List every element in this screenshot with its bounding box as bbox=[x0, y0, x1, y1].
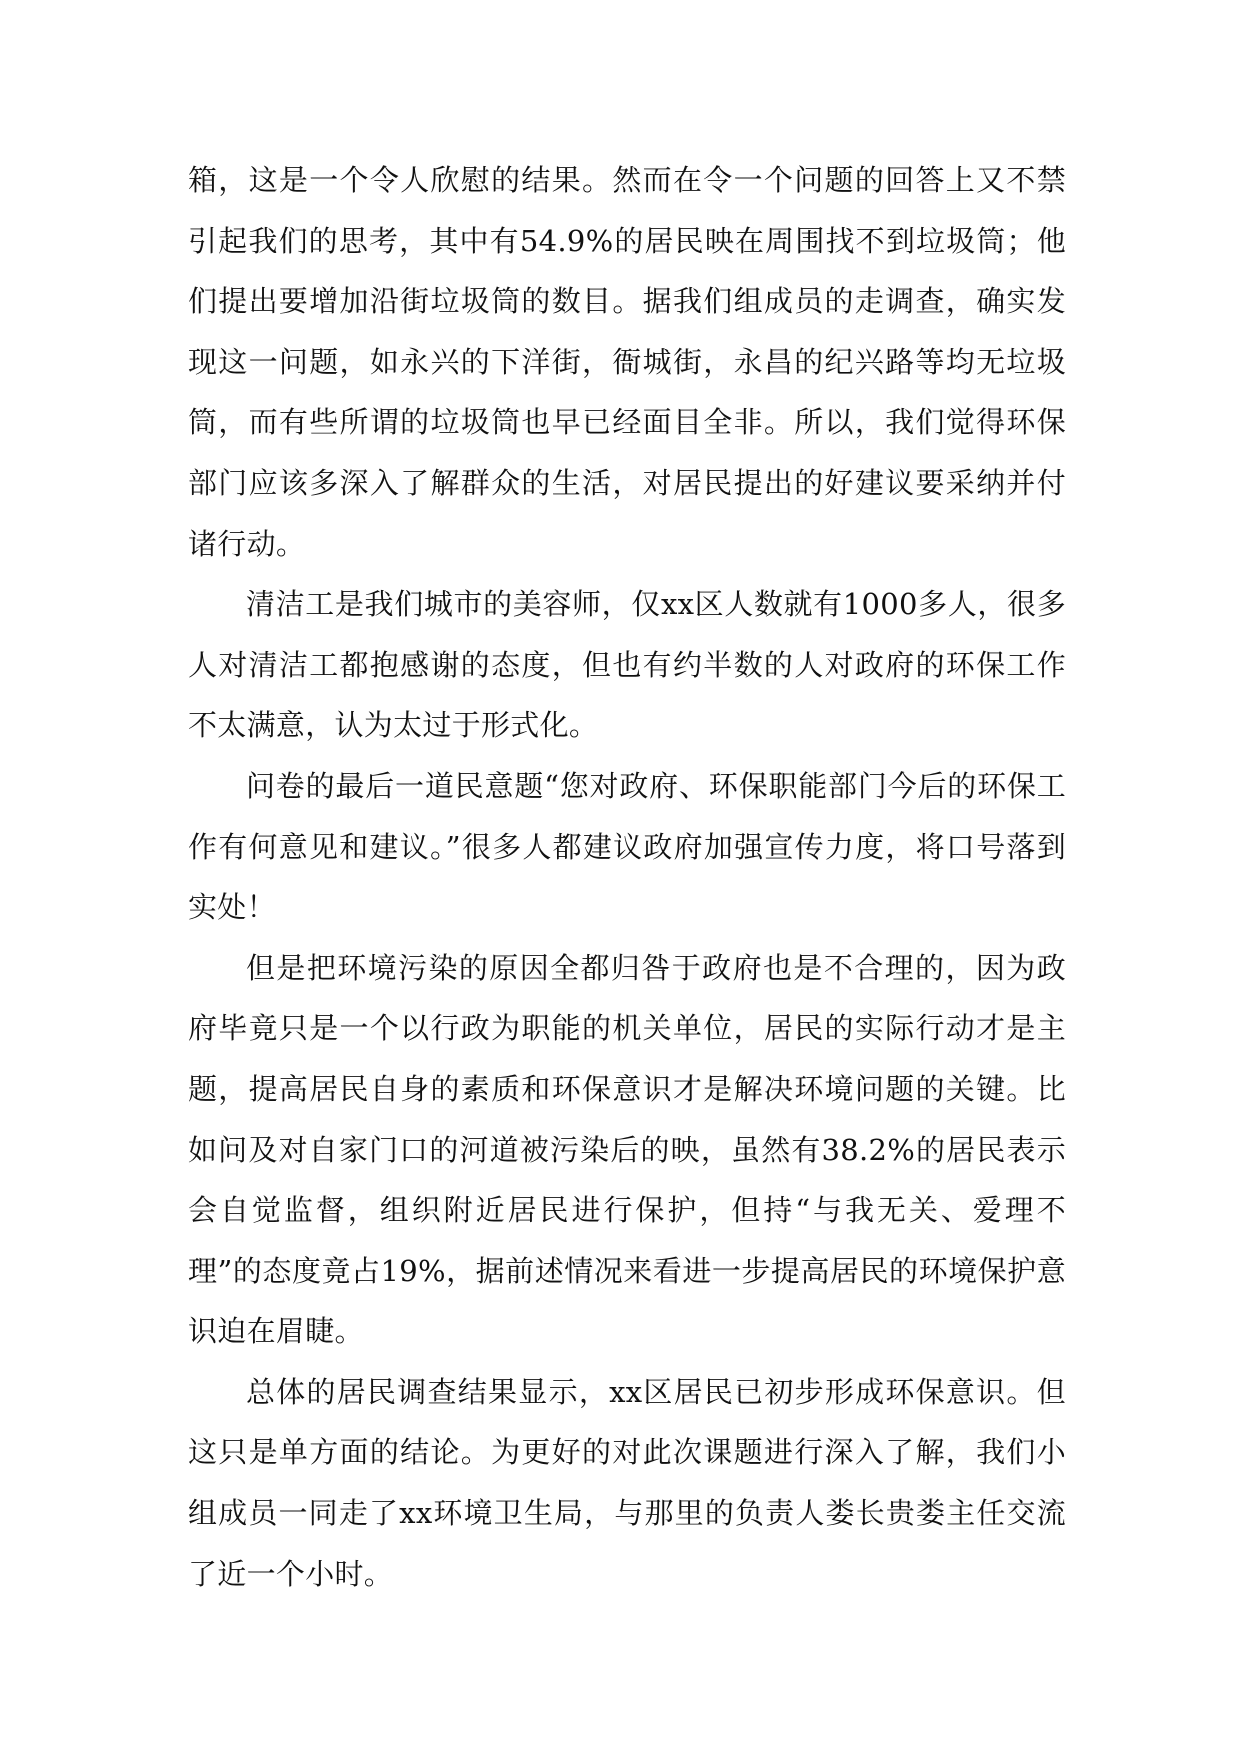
paragraph-continuation: 箱，这是一个令人欣慰的结果。然而在令一个问题的回答上又不禁引起我们的思考，其中有54.9%的居民映在周围找不到垃圾筒；他们提出要增加沿街垃圾筒的数目。据我们组成员的走调查，确实发现这一问题，如永兴的下洋街，衙城街，永昌的纪兴路等均无垃圾筒，而有些所谓的垃圾筒也早已经面目全非。所以，我们觉得环保部门应该多深入了解群众的生活，对居民提出的好建议要采纳并付诸行动。 bbox=[188, 163, 1066, 561]
paragraph-survey-question: 问卷的最后一道民意题“您对政府、环保职能部门今后的环保工作有何意见和建议。”很多人都建议政府加强宣传力度，将口号落到实处！ bbox=[188, 768, 1066, 925]
document-body bbox=[188, 150, 1066, 1604]
paragraph-resident-awareness: 但是把环境污染的原因全都归咎于政府也是不合理的，因为政府毕竟只是一个以行政为职能的机关单位，居民的实际行动才是主题，提高居民自身的素质和环保意识才是解决环境问题的关键。比如问及对自家门口的河道被污染后的映，虽然有38.2%的居民表示会自觉监督，组织附近居民进行保护，但持“与我无关、爱理不理”的态度竟占19%，据前述情况来看进一步提高居民的环境保护意识迫在眉睫。 bbox=[188, 950, 1066, 1349]
paragraph-summary: 总体的居民调查结果显示，xx区居民已初步形成环保意识。但这只是单方面的结论。为更好的对此次课题进行深入了解，我们小组成员一同走了xx环境卫生局，与那里的负责人娄长贵娄主任交流了近一个小时。 bbox=[188, 1374, 1066, 1591]
paragraph-cleaners: 清洁工是我们城市的美容师，仅xx区人数就有1000多人，很多人对清洁工都抱感谢的态度，但也有约半数的人对政府的环保工作不太满意，认为太过于形式化。 bbox=[188, 587, 1066, 743]
